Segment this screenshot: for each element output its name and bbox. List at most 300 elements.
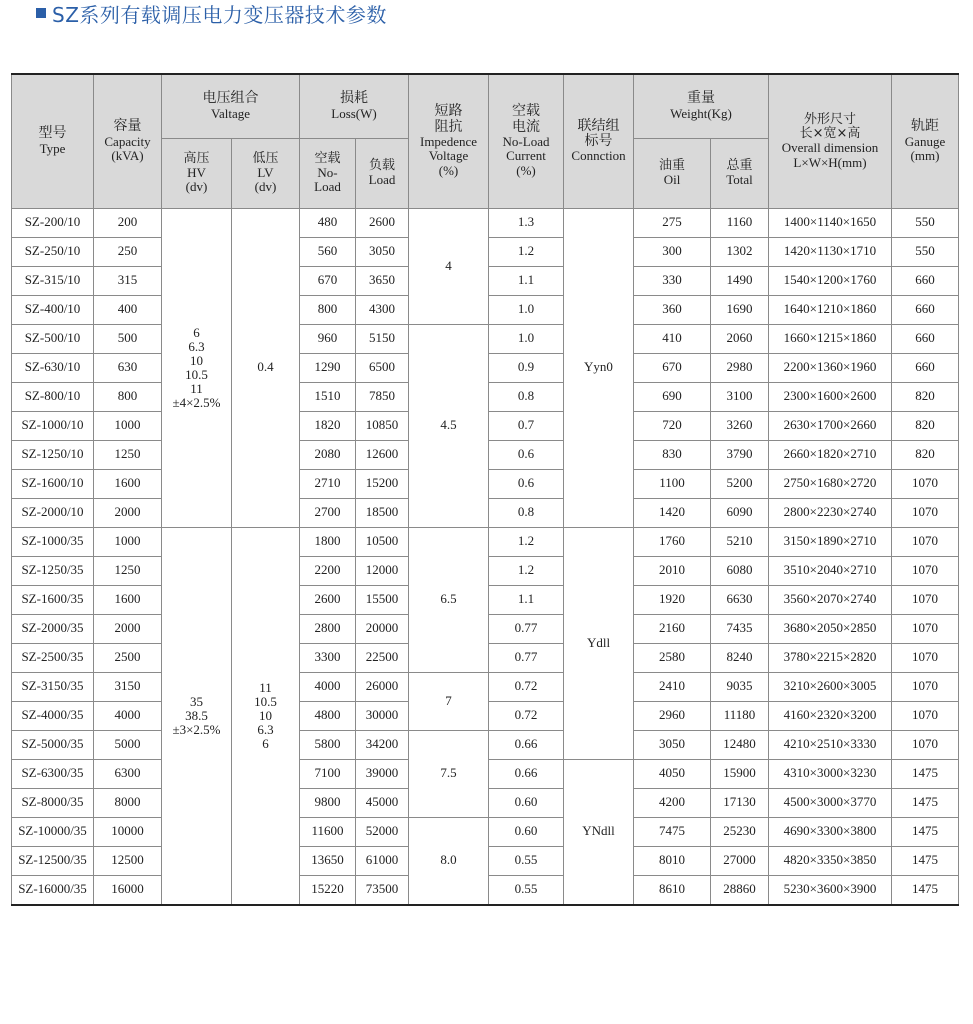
cell-type: SZ-2000/10 [12, 498, 94, 527]
cell-noload-loss: 800 [300, 295, 356, 324]
col-load [356, 138, 409, 208]
cell-gauge: 820 [892, 440, 959, 469]
capacity-unit-label: (kVA) [111, 147, 144, 163]
cell-lv [232, 527, 300, 905]
cell-total-weight: 2980 [711, 353, 769, 382]
cell-type: SZ-10000/35 [12, 817, 94, 846]
cell-total-weight: 9035 [711, 672, 769, 701]
cell-noload-loss: 2700 [300, 498, 356, 527]
cell-dimension: 4820×3350×3850 [769, 846, 892, 875]
cell-type: SZ-400/10 [12, 295, 94, 324]
cell-noload-current: 0.9 [489, 353, 564, 382]
table-header [12, 74, 959, 208]
cell-dimension: 2800×2230×2740 [769, 498, 892, 527]
cell-capacity: 200 [94, 208, 162, 237]
cell-total-weight: 8240 [711, 643, 769, 672]
cell-gauge: 1475 [892, 846, 959, 875]
lv-en-label: LV [257, 164, 274, 180]
col-connection [564, 74, 634, 208]
cell-hv-line: ±4×2.5% [172, 394, 221, 410]
cell-oil-weight: 3050 [634, 730, 711, 759]
spec-table [11, 73, 959, 906]
cell-noload-current: 0.60 [489, 788, 564, 817]
col-loss [300, 74, 409, 138]
imp-en-label-2: Voltage [428, 148, 469, 164]
cell-load-loss: 15500 [356, 585, 409, 614]
cell-load-loss: 73500 [356, 875, 409, 905]
cell-type: SZ-3150/35 [12, 672, 94, 701]
cell-noload-loss: 1510 [300, 382, 356, 411]
cell-total-weight: 6080 [711, 556, 769, 585]
voltage-zh-label: 电压组合 [202, 90, 259, 107]
dim-zh-label-2: 长×宽×高 [799, 125, 861, 141]
cell-type: SZ-1000/10 [12, 411, 94, 440]
conn-en-label: Connction [571, 148, 626, 164]
cell-load-loss: 52000 [356, 817, 409, 846]
cell-impedance: 7.5 [409, 730, 489, 817]
hv-zh-label: 高压 [183, 150, 210, 166]
cell-capacity: 2000 [94, 498, 162, 527]
cell-noload-loss: 4800 [300, 701, 356, 730]
oil-en-label: Oil [663, 172, 681, 187]
col-weight [634, 74, 769, 138]
cell-hv-line: 35 [190, 693, 203, 709]
lv-unit-label: (dv) [254, 179, 277, 195]
cell-load-loss: 12600 [356, 440, 409, 469]
imp-unit-label: (%) [438, 162, 459, 178]
col-capacity [94, 74, 162, 208]
table-row [12, 527, 959, 556]
cell-noload-current: 1.1 [489, 585, 564, 614]
cell-type: SZ-4000/35 [12, 701, 94, 730]
cell-type: SZ-2000/35 [12, 614, 94, 643]
cell-oil-weight: 720 [634, 411, 711, 440]
cell-dimension: 4500×3000×3770 [769, 788, 892, 817]
capacity-en-label: Capacity [104, 133, 151, 149]
load-en-label: Load [368, 172, 396, 187]
cell-dimension: 3780×2215×2820 [769, 643, 892, 672]
cell-total-weight: 12480 [711, 730, 769, 759]
cur-en-label-1: No-Load [502, 134, 550, 150]
cell-total-weight: 3100 [711, 382, 769, 411]
cell-load-loss: 4300 [356, 295, 409, 324]
dim-en-label-2: L×W×H(mm) [793, 154, 867, 170]
cell-capacity: 1600 [94, 585, 162, 614]
title-text: SZ系列有载调压电力变压器技术参数 [52, 2, 387, 27]
cell-type: SZ-1250/10 [12, 440, 94, 469]
cell-noload-current: 1.2 [489, 556, 564, 585]
cell-load-loss: 45000 [356, 788, 409, 817]
weight-zh-label: 重量 [687, 90, 715, 107]
cur-zh-label-2: 电流 [512, 118, 540, 135]
cell-noload-current: 0.6 [489, 440, 564, 469]
cell-lv: 0.4 [232, 208, 300, 527]
cell-oil-weight: 2580 [634, 643, 711, 672]
dim-zh-label-1: 外形尺寸 [803, 111, 856, 127]
gauge-unit-label: (mm) [910, 147, 940, 163]
cell-capacity: 1250 [94, 440, 162, 469]
cell-type: SZ-500/10 [12, 324, 94, 353]
cell-noload-current: 0.8 [489, 498, 564, 527]
cell-capacity: 800 [94, 382, 162, 411]
cell-gauge: 1070 [892, 469, 959, 498]
cell-oil-weight: 1100 [634, 469, 711, 498]
cell-oil-weight: 2010 [634, 556, 711, 585]
cell-total-weight: 11180 [711, 701, 769, 730]
cell-noload-loss: 5800 [300, 730, 356, 759]
cell-load-loss: 5150 [356, 324, 409, 353]
cell-load-loss: 26000 [356, 672, 409, 701]
cell-impedance: 4.5 [409, 324, 489, 527]
cell-hv-line: 6 [193, 324, 200, 340]
cell-noload-loss: 15220 [300, 875, 356, 905]
cell-type: SZ-16000/35 [12, 875, 94, 905]
cell-total-weight: 3260 [711, 411, 769, 440]
cell-capacity: 12500 [94, 846, 162, 875]
col-gauge [892, 74, 959, 208]
cell-noload-current: 1.3 [489, 208, 564, 237]
cell-impedance: 8.0 [409, 817, 489, 905]
cell-dimension: 1420×1130×1710 [769, 237, 892, 266]
hv-en-label: HV [187, 164, 206, 180]
cell-lv-line: 6 [262, 735, 269, 751]
cell-dimension: 1540×1200×1760 [769, 266, 892, 295]
cell-gauge: 660 [892, 295, 959, 324]
col-total [711, 138, 769, 208]
loss-zh-label: 损耗 [340, 90, 368, 107]
cell-total-weight: 1490 [711, 266, 769, 295]
cell-capacity: 16000 [94, 875, 162, 905]
cell-noload-loss: 9800 [300, 788, 356, 817]
cell-load-loss: 6500 [356, 353, 409, 382]
cell-hv-line: 38.5 [185, 707, 208, 723]
cell-noload-current: 1.0 [489, 295, 564, 324]
cell-oil-weight: 830 [634, 440, 711, 469]
cell-oil-weight: 360 [634, 295, 711, 324]
cell-type: SZ-800/10 [12, 382, 94, 411]
cell-load-loss: 12000 [356, 556, 409, 585]
cell-dimension: 3510×2040×2710 [769, 556, 892, 585]
table-row [12, 324, 959, 353]
cell-capacity: 3150 [94, 672, 162, 701]
col-dimension [769, 74, 892, 208]
cell-gauge: 1070 [892, 730, 959, 759]
cell-noload-loss: 3300 [300, 643, 356, 672]
cell-capacity: 1000 [94, 527, 162, 556]
cell-capacity: 630 [94, 353, 162, 382]
noload-en-label-2: Load [314, 179, 341, 195]
cell-total-weight: 3790 [711, 440, 769, 469]
cell-capacity: 1000 [94, 411, 162, 440]
cell-capacity: 2000 [94, 614, 162, 643]
cell-dimension: 4210×2510×3330 [769, 730, 892, 759]
cell-noload-loss: 2200 [300, 556, 356, 585]
imp-zh-label-1: 短路 [434, 103, 463, 120]
cell-impedance: 6.5 [409, 527, 489, 672]
cell-noload-loss: 1800 [300, 527, 356, 556]
noload-en-label-1: No- [317, 164, 338, 180]
cell-dimension: 5230×3600×3900 [769, 875, 892, 905]
cell-oil-weight: 300 [634, 237, 711, 266]
title-square-icon [36, 8, 46, 18]
cell-noload-current: 0.8 [489, 382, 564, 411]
loss-en-label: Loss(W) [331, 105, 377, 121]
cell-load-loss: 3650 [356, 266, 409, 295]
conn-zh-label-2: 标号 [584, 133, 613, 150]
col-oil [634, 138, 711, 208]
cell-load-loss: 22500 [356, 643, 409, 672]
cell-capacity: 1600 [94, 469, 162, 498]
cell-dimension: 3680×2050×2850 [769, 614, 892, 643]
col-voltage [162, 74, 300, 138]
type-zh-label: 型号 [38, 125, 67, 142]
cell-oil-weight: 670 [634, 353, 711, 382]
cell-noload-loss: 480 [300, 208, 356, 237]
cell-gauge: 1475 [892, 817, 959, 846]
cell-noload-current: 0.60 [489, 817, 564, 846]
voltage-en-label: Valtage [211, 105, 250, 121]
cell-hv-line: 10.5 [185, 366, 208, 382]
cell-load-loss: 61000 [356, 846, 409, 875]
oil-zh-label: 油重 [658, 157, 685, 173]
cell-gauge: 1070 [892, 585, 959, 614]
cell-connection: Yyn0 [564, 208, 634, 527]
cell-gauge: 1070 [892, 614, 959, 643]
cell-total-weight: 25230 [711, 817, 769, 846]
cell-oil-weight: 275 [634, 208, 711, 237]
hv-unit-label: (dv) [185, 179, 208, 195]
cell-load-loss: 10500 [356, 527, 409, 556]
cell-noload-loss: 1820 [300, 411, 356, 440]
cell-dimension: 4160×2320×3200 [769, 701, 892, 730]
col-impedance [409, 74, 489, 208]
cell-noload-current: 1.1 [489, 266, 564, 295]
cell-type: SZ-6300/35 [12, 759, 94, 788]
cell-dimension: 3210×2600×3005 [769, 672, 892, 701]
cell-oil-weight: 2960 [634, 701, 711, 730]
cell-oil-weight: 7475 [634, 817, 711, 846]
cell-gauge: 1070 [892, 527, 959, 556]
cell-total-weight: 1690 [711, 295, 769, 324]
cell-load-loss: 39000 [356, 759, 409, 788]
col-type [12, 74, 94, 208]
cell-dimension: 4310×3000×3230 [769, 759, 892, 788]
cell-dimension: 2660×1820×2710 [769, 440, 892, 469]
cell-capacity: 1250 [94, 556, 162, 585]
cell-load-loss: 10850 [356, 411, 409, 440]
cell-capacity: 315 [94, 266, 162, 295]
cell-noload-current: 0.72 [489, 672, 564, 701]
cur-en-label-2: Current [506, 148, 546, 164]
cell-total-weight: 6090 [711, 498, 769, 527]
cell-gauge: 1070 [892, 672, 959, 701]
cell-noload-loss: 11600 [300, 817, 356, 846]
cell-type: SZ-1600/10 [12, 469, 94, 498]
cell-noload-current: 0.77 [489, 614, 564, 643]
cell-lv-line: 10 [259, 707, 272, 723]
type-en-label: Type [39, 140, 66, 156]
cell-connection: Ydll [564, 527, 634, 759]
cell-total-weight: 28860 [711, 875, 769, 905]
cell-noload-loss: 13650 [300, 846, 356, 875]
cell-total-weight: 17130 [711, 788, 769, 817]
cell-oil-weight: 2160 [634, 614, 711, 643]
cell-load-loss: 3050 [356, 237, 409, 266]
cell-gauge: 660 [892, 324, 959, 353]
col-lv [232, 138, 300, 208]
weight-en-label: Weight(Kg) [670, 105, 732, 121]
cell-type: SZ-2500/35 [12, 643, 94, 672]
cell-gauge: 1070 [892, 701, 959, 730]
cell-total-weight: 6630 [711, 585, 769, 614]
dim-en-label-1: Overall dimension [781, 140, 879, 156]
cell-oil-weight: 1760 [634, 527, 711, 556]
cell-total-weight: 2060 [711, 324, 769, 353]
cell-gauge: 1070 [892, 498, 959, 527]
cell-capacity: 6300 [94, 759, 162, 788]
cell-noload-current: 0.55 [489, 875, 564, 905]
cell-gauge: 1475 [892, 875, 959, 905]
gauge-zh-label: 轨距 [911, 118, 939, 135]
cell-load-loss: 2600 [356, 208, 409, 237]
cell-dimension: 3560×2070×2740 [769, 585, 892, 614]
cell-lv-line: 6.3 [257, 721, 274, 737]
table-row [12, 730, 959, 759]
capacity-zh-label: 容量 [113, 118, 142, 135]
cell-oil-weight: 410 [634, 324, 711, 353]
cell-oil-weight: 690 [634, 382, 711, 411]
imp-en-label-1: Impedence [419, 134, 478, 150]
cell-lv-line: 11 [259, 679, 272, 695]
cell-dimension: 1400×1140×1650 [769, 208, 892, 237]
cell-type: SZ-1600/35 [12, 585, 94, 614]
lv-zh-label: 低压 [252, 150, 279, 166]
cell-oil-weight: 330 [634, 266, 711, 295]
cell-dimension: 2630×1700×2660 [769, 411, 892, 440]
cell-total-weight: 7435 [711, 614, 769, 643]
page-title [36, 0, 387, 26]
cell-noload-current: 0.66 [489, 730, 564, 759]
table-body [12, 208, 959, 905]
cell-total-weight: 1302 [711, 237, 769, 266]
cell-noload-loss: 2800 [300, 614, 356, 643]
cell-noload-loss: 2600 [300, 585, 356, 614]
cell-noload-loss: 7100 [300, 759, 356, 788]
cell-type: SZ-200/10 [12, 208, 94, 237]
cell-type: SZ-12500/35 [12, 846, 94, 875]
cell-impedance: 4 [409, 208, 489, 324]
cell-load-loss: 34200 [356, 730, 409, 759]
cell-noload-current: 1.2 [489, 527, 564, 556]
table-row [12, 817, 959, 846]
cell-gauge: 820 [892, 411, 959, 440]
cell-noload-loss: 2080 [300, 440, 356, 469]
cur-zh-label-1: 空载 [512, 103, 540, 120]
cell-noload-current: 0.6 [489, 469, 564, 498]
cell-capacity: 8000 [94, 788, 162, 817]
cell-load-loss: 15200 [356, 469, 409, 498]
cell-dimension: 1640×1210×1860 [769, 295, 892, 324]
cell-gauge: 1475 [892, 759, 959, 788]
cell-oil-weight: 2410 [634, 672, 711, 701]
cell-dimension: 3150×1890×2710 [769, 527, 892, 556]
cell-noload-current: 0.72 [489, 701, 564, 730]
cell-dimension: 2300×1600×2600 [769, 382, 892, 411]
cell-gauge: 1475 [892, 788, 959, 817]
cell-capacity: 400 [94, 295, 162, 324]
cell-gauge: 660 [892, 266, 959, 295]
cell-hv [162, 527, 232, 905]
cell-gauge: 660 [892, 353, 959, 382]
cell-total-weight: 15900 [711, 759, 769, 788]
cell-load-loss: 20000 [356, 614, 409, 643]
cell-oil-weight: 8010 [634, 846, 711, 875]
cell-noload-loss: 960 [300, 324, 356, 353]
cell-noload-loss: 560 [300, 237, 356, 266]
cell-total-weight: 27000 [711, 846, 769, 875]
cell-hv [162, 208, 232, 527]
cell-capacity: 4000 [94, 701, 162, 730]
cell-noload-current: 0.77 [489, 643, 564, 672]
cell-oil-weight: 8610 [634, 875, 711, 905]
cell-dimension: 4690×3300×3800 [769, 817, 892, 846]
cell-noload-current: 0.55 [489, 846, 564, 875]
cell-dimension: 2750×1680×2720 [769, 469, 892, 498]
cell-noload-loss: 4000 [300, 672, 356, 701]
cell-capacity: 250 [94, 237, 162, 266]
cell-type: SZ-1250/35 [12, 556, 94, 585]
col-hv [162, 138, 232, 208]
cell-total-weight: 5200 [711, 469, 769, 498]
cell-hv-line: 10 [190, 352, 203, 368]
cell-type: SZ-250/10 [12, 237, 94, 266]
cell-oil-weight: 4200 [634, 788, 711, 817]
cell-load-loss: 30000 [356, 701, 409, 730]
col-noload-current [489, 74, 564, 208]
gauge-en-label: Ganuge [904, 133, 946, 149]
noload-zh-label: 空载 [314, 150, 341, 166]
cell-noload-current: 1.0 [489, 324, 564, 353]
cell-hv-line: 11 [190, 380, 203, 396]
cell-type: SZ-630/10 [12, 353, 94, 382]
cell-noload-loss: 2710 [300, 469, 356, 498]
cell-capacity: 500 [94, 324, 162, 353]
cell-noload-loss: 1290 [300, 353, 356, 382]
cell-dimension: 1660×1215×1860 [769, 324, 892, 353]
cell-hv-line: 6.3 [188, 338, 205, 354]
imp-zh-label-2: 阻抗 [434, 118, 463, 135]
col-noload [300, 138, 356, 208]
cell-connection: YNdll [564, 759, 634, 905]
cell-gauge: 550 [892, 237, 959, 266]
cell-gauge: 1070 [892, 556, 959, 585]
cell-type: SZ-8000/35 [12, 788, 94, 817]
cell-total-weight: 1160 [711, 208, 769, 237]
cell-load-loss: 18500 [356, 498, 409, 527]
cell-noload-current: 1.2 [489, 237, 564, 266]
cell-gauge: 820 [892, 382, 959, 411]
cell-noload-current: 0.7 [489, 411, 564, 440]
cell-capacity: 5000 [94, 730, 162, 759]
cell-oil-weight: 4050 [634, 759, 711, 788]
cell-capacity: 2500 [94, 643, 162, 672]
cell-gauge: 1070 [892, 643, 959, 672]
cell-hv-line: ±3×2.5% [172, 721, 221, 737]
cell-load-loss: 7850 [356, 382, 409, 411]
cell-oil-weight: 1420 [634, 498, 711, 527]
cell-type: SZ-315/10 [12, 266, 94, 295]
cell-type: SZ-5000/35 [12, 730, 94, 759]
